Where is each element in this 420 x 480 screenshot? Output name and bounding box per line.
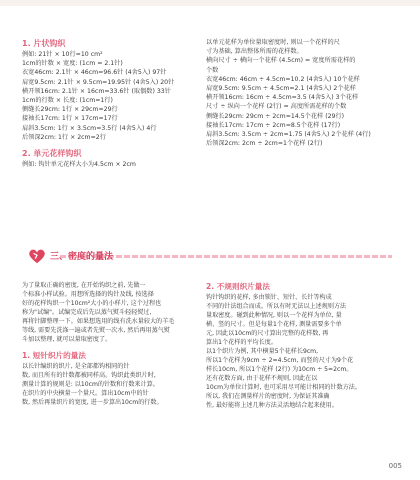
text-line: 称为"试编"。试编完成后先以蒸气熨斗轻轻熨过,	[22, 309, 152, 316]
text-line: 后领深2cm: 1行 × 2cm=2行	[22, 133, 106, 141]
text-line: 数, 然后再量织片的宽度, 进一步算出10cm的行数。	[22, 399, 163, 406]
text-line: 寸为基础, 算出整体所需的花样数。	[206, 48, 303, 56]
text-line: 横开领16cm: 2.1针 × 16cm=33.6针 (取偶数) 33针	[22, 87, 171, 95]
text-line: 接袖长17cm: 17cm ÷ 2cm=8.5个花样 (17行)	[206, 121, 341, 129]
subsection-title: 1. 短针织片的量法	[22, 351, 86, 360]
text-line: 样长10cm, 所以1个花样 (2行) 为10cm ÷ 5=2cm。	[206, 366, 353, 373]
text-line: 斗加以整理, 就可以量取密度了。	[22, 336, 112, 343]
text-line: 例如: 钩针单元花样大小为4.5cm × 2cm	[22, 161, 136, 169]
left-column-top	[22, 38, 202, 169]
text-line: 所以1个花样为9cm ÷ 2=4.5cm, 而竖的尺寸为9个花	[206, 357, 354, 364]
right-column-top	[206, 38, 404, 148]
text-line: 肩斜3.5cm: 3.5cm ÷ 2cm=1.75 (4舍5入) 2个花样 (4行)	[206, 131, 371, 139]
page-top-edge	[0, 0, 420, 6]
text-line: 算出1个花样的平均长度。	[206, 339, 277, 346]
text-line: 好的花样钩织一个10cm²大小的小样片, 这个过程也	[22, 300, 162, 307]
body-left	[22, 281, 196, 407]
text-line: 衣宽46cm: 2.1针 × 46cm=96.6针 (4舍5入) 97针	[22, 69, 167, 77]
subsection-title: 2. 不规则织片量法	[206, 282, 270, 291]
text-line: 肩宽9.5cm: 2.1针 × 9.5cm=19.95针 (4舍5入) 20针	[22, 78, 175, 86]
text-line: 肩斜3.5cm: 1行 × 3.5cm=3.5行 (4舍5入) 4行	[22, 124, 157, 132]
text-line: 数, 而且所有的针数都被同样高。钩织此类织片时,	[22, 372, 156, 379]
page-number: 005	[388, 462, 402, 470]
text-line: 再将针脚整理一下。如果想选用的线有洗水量较大的羊毛	[22, 318, 175, 325]
text-line: 侧缝长29cm: 29cm ÷ 2cm=14.5个花样 (29行)	[206, 112, 345, 120]
text-line: 横开领16cm: 16cm ÷ 4.5cm=3.5 (4舍5入) 3个花样	[206, 94, 359, 102]
text-line: 以单元花样为单位量取密度时, 则以一个花样的尺	[206, 39, 340, 46]
text-line: 尺寸 ÷ 纵向一个花样 (2行) = 高度所需花样的个数	[206, 103, 347, 111]
text-line: 1cm的行数 × 长度: (1cm=1行)	[22, 97, 113, 105]
text-line: 测量计算的规则是: 以10cm的针数和行数来计算。	[22, 381, 159, 388]
text-line: 元, 因此以10cm的尺寸算出完整的花样数, 再	[206, 330, 329, 337]
section-title: 三、密度的量法	[50, 252, 114, 262]
example1-block	[22, 50, 202, 96]
text-line: 钩针钩织的花样, 多由锁针、短针、长针等构成	[206, 294, 332, 301]
text-line: 横向尺寸 ÷ 横向一个花样 (4.5cm) = 宽度所需花样的	[206, 57, 356, 65]
text-line: 衣宽46cm: 46cm ÷ 4.5cm=10.2 (4舍5入) 10个花样	[206, 75, 360, 83]
text-line: 1cm的针数 × 宽度: (1cm = 2.1针)	[22, 60, 123, 68]
text-line: 接袖长17cm: 1行 × 17cm=17行	[22, 115, 118, 123]
section1-title: 1. 片状钩织	[22, 39, 66, 48]
text-line: 个标准小样试验。用想所选择的钩针及线, 按选择	[22, 291, 154, 298]
text-line: 量取密度。碰到此种情况, 则以一个花样为单位, 量	[206, 312, 342, 319]
text-line: 侧缝长29cm: 1行 × 29cm=29行	[22, 106, 118, 114]
text-line: 不同的针法组合而成。所以有时无法以上述规则方法	[206, 303, 347, 310]
section2-title: 2. 单元花样钩织	[22, 149, 82, 159]
text-line: 以长针编织的织片, 是全部都钩相同的针	[22, 363, 130, 370]
text-line: 所以, 我们在测量样片的密度时, 为保证其准确	[206, 393, 330, 400]
text-line: 性, 最好能将上述几种方法灵活地结合起来使用。	[206, 402, 338, 409]
text-line: 为了量取正确的密度, 在开始钩织之前, 先做一	[22, 282, 146, 289]
text-line: 肩宽9.5cm: 9.5cm ÷ 4.5cm=2.1 (4舍5入) 2个花样	[206, 85, 356, 93]
body-right	[206, 281, 404, 410]
text-line: 横、竖的尺寸。但是每量1个花样, 测量需要多个单	[206, 321, 342, 328]
text-line: 后领深2cm: 2cm ÷ 2cm=1个花样 (2行)	[206, 140, 323, 148]
text-line: 还有花数方面, 由于花样不规则, 因此在以	[206, 375, 318, 382]
text-line: 以1个织片为例, 其中横量5个花样长9cm,	[206, 348, 319, 355]
text-line: 在织片的中央横量一个量尺。算出10cm中的针	[22, 390, 149, 397]
heart-icon	[28, 248, 46, 264]
text-line: 例如: 21针 × 10行=10 cm²	[22, 51, 103, 58]
example2-block	[22, 96, 202, 142]
text-line: 个数	[206, 66, 219, 74]
text-line: 10cm为单位计算时, 也可采用尽可能计相同的针数方法。	[206, 384, 361, 391]
text-line: 等线, 需要先洗涤一遍或者先熨一次水, 然后再用蒸气熨	[22, 327, 170, 334]
